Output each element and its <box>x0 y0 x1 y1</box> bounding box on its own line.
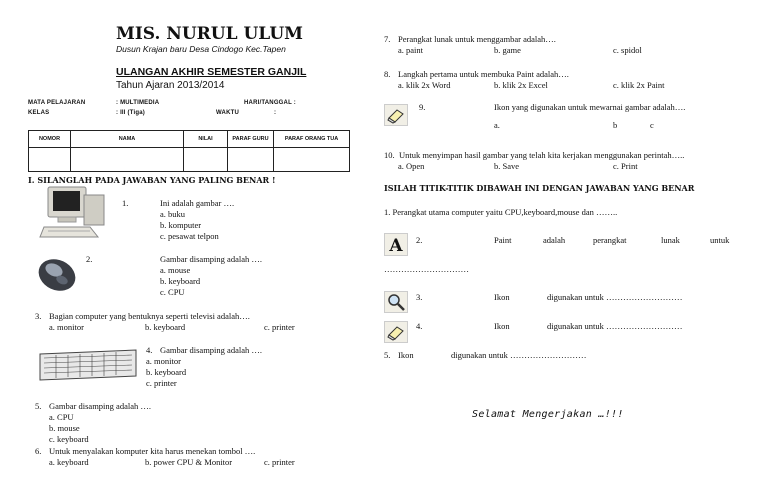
q5-option-c[interactable]: c. keyboard <box>49 434 89 444</box>
magnifier-icon <box>384 291 408 313</box>
q3-text: Bagian computer yang bentuknya seperti televisi adalah…. <box>49 311 250 321</box>
q7-option-a[interactable]: a. paint <box>398 45 424 55</box>
q7-number: 7. <box>384 34 391 44</box>
school-name: MIS. NURUL ULUM <box>116 24 303 44</box>
eraser-icon <box>384 321 408 343</box>
q4-text: Gambar disamping adalah …. <box>160 345 262 355</box>
q4-number: 4. <box>146 345 153 355</box>
cell-paraf-guru[interactable] <box>228 148 274 172</box>
q1-option-b[interactable]: b. komputer <box>160 220 202 230</box>
q8-text: Langkah pertama untuk membuka Paint adalah…. <box>398 69 569 79</box>
s2-q5-ikon: Ikon <box>398 350 414 360</box>
school-address: Dusun Krajan baru Desa Cindogo Kec.Tapen <box>116 44 286 54</box>
q3-option-a[interactable]: a. monitor <box>49 322 84 332</box>
kelas-value: : III (Tiga) <box>116 110 145 116</box>
q1-option-a[interactable]: a. buku <box>160 209 186 219</box>
s2-q2-word4: lunak <box>661 235 680 245</box>
s2-q4-text: digunakan untuk ……………………… <box>547 321 683 331</box>
q9-option-a[interactable]: a. <box>494 120 500 130</box>
s2-q2-word1: Paint <box>494 235 512 245</box>
section2-title: ISILAH TITIK-TITIK DIBAWAH INI DENGAN JAWABAN YANG BENAR <box>384 183 695 193</box>
q5-option-a[interactable]: a. CPU <box>49 412 74 422</box>
s2-q2-number: 2. <box>416 235 423 245</box>
eraser-icon <box>384 104 408 126</box>
cell-paraf-ortu[interactable] <box>274 148 350 172</box>
q6-number: 6. <box>35 446 42 456</box>
q5-number: 5. <box>35 401 42 411</box>
s2-q1: 1. Perangkat utama computer yaitu CPU,keyboard,mouse dan …….. <box>384 207 618 217</box>
cell-nomor[interactable] <box>29 148 71 172</box>
mapel-value: : MULTIMEDIA <box>116 100 160 106</box>
student-info-table <box>28 130 350 172</box>
q9-option-c[interactable]: c <box>650 120 654 130</box>
mapel-label: MATA PELAJARAN <box>28 100 86 106</box>
q5-option-b[interactable]: b. mouse <box>49 423 80 433</box>
hari-label: HARI/TANGGAL : <box>244 100 296 106</box>
th-nomor: NOMOR <box>29 131 71 148</box>
s2-q4-number: 4. <box>416 321 423 331</box>
q3-number: 3. <box>35 311 42 321</box>
q9-option-b[interactable]: b <box>613 120 618 130</box>
q7-text: Perangkat lunak untuk menggambar adalah…. <box>398 34 556 44</box>
q10-option-c[interactable]: c. Print <box>613 161 638 171</box>
th-paraf-ortu: PARAF ORANG TUA <box>274 131 350 148</box>
q6-option-b[interactable]: b. power CPU & Monitor <box>145 457 233 467</box>
q8-option-a[interactable]: a. klik 2x Word <box>398 80 451 90</box>
s2-q3-ikon: Ikon <box>494 292 510 302</box>
cell-nilai[interactable] <box>184 148 228 172</box>
q10-option-b[interactable]: b. Save <box>494 161 520 171</box>
cell-nama[interactable] <box>71 148 184 172</box>
q10-option-a[interactable]: a. Open <box>398 161 425 171</box>
q7-option-c[interactable]: c. spidol <box>613 45 642 55</box>
th-nilai: NILAI <box>184 131 228 148</box>
q2-option-b[interactable]: b. keyboard <box>160 276 201 286</box>
th-paraf-guru: PARAF GURU <box>228 131 274 148</box>
q4-option-a[interactable]: a. monitor <box>146 356 181 366</box>
q2-number: 2. <box>86 254 93 264</box>
waktu-colon: : <box>274 110 277 116</box>
q6-text: Untuk menyalakan komputer kita harus menekan tombol …. <box>49 446 256 456</box>
q8-number: 8. <box>384 69 391 79</box>
s2-q2-word3: perangkat <box>593 235 627 245</box>
s2-q4-ikon: Ikon <box>494 321 510 331</box>
s2-q3-text: digunakan untuk ……………………… <box>547 292 683 302</box>
q3-option-c[interactable]: c. printer <box>264 322 295 332</box>
kelas-label: KELAS <box>28 110 50 116</box>
q4-option-c[interactable]: c. printer <box>146 378 177 388</box>
q9-text: Ikon yang digunakan untuk mewarnai gambar adalah…. <box>494 102 686 112</box>
q8-option-b[interactable]: b. klik 2x Excel <box>494 80 548 90</box>
q6-option-a[interactable]: a. keyboard <box>49 457 89 467</box>
q4-option-b[interactable]: b. keyboard <box>146 367 187 377</box>
q1-option-c[interactable]: c. pesawat telpon <box>160 231 219 241</box>
svg-text:A: A <box>389 236 403 256</box>
section1-title: I. SILANGLAH PADA JAWABAN YANG PALING BENAR ! <box>28 175 276 185</box>
q3-option-b[interactable]: b. keyboard <box>145 322 186 332</box>
computer-image <box>38 185 108 241</box>
s2-q5-number: 5. <box>384 350 391 360</box>
q2-text: Gambar disamping adalah …. <box>160 254 262 264</box>
th-nama: NAMA <box>71 131 184 148</box>
s2-q5-text: digunakan untuk ……………………… <box>451 350 587 360</box>
closing-message: Selamat Mengerjakan …!!! <box>472 409 624 420</box>
q10-text: Untuk menyimpan hasil gambar yang telah kita kerjakan menggunakan perintah….. <box>399 150 685 160</box>
q9-number: 9. <box>419 102 426 112</box>
school-year: Tahun Ajaran 2013/2014 <box>116 80 225 91</box>
s2-q3-number: 3. <box>416 292 423 302</box>
keyboard-image <box>36 346 140 382</box>
q6-option-c[interactable]: c. printer <box>264 457 295 467</box>
text-a-icon <box>384 233 408 256</box>
q1-number: 1. <box>122 198 129 208</box>
s2-q2-dots: ………………………… <box>384 264 469 274</box>
q2-option-c[interactable]: c. CPU <box>160 287 185 297</box>
s2-q2-word2: adalah <box>543 235 566 245</box>
q2-option-a[interactable]: a. mouse <box>160 265 191 275</box>
q5-text: Gambar disamping adalah …. <box>49 401 151 411</box>
waktu-label: WAKTU <box>216 110 239 116</box>
q1-text: Ini adalah gambar …. <box>160 198 235 208</box>
mouse-image <box>32 253 82 298</box>
q10-number: 10. <box>384 150 395 160</box>
s2-q2-word5: untuk <box>710 235 730 245</box>
q7-option-b[interactable]: b. game <box>494 45 521 55</box>
exam-title: ULANGAN AKHIR SEMESTER GANJIL <box>116 66 307 78</box>
q8-option-c[interactable]: c. klik 2x Paint <box>613 80 665 90</box>
